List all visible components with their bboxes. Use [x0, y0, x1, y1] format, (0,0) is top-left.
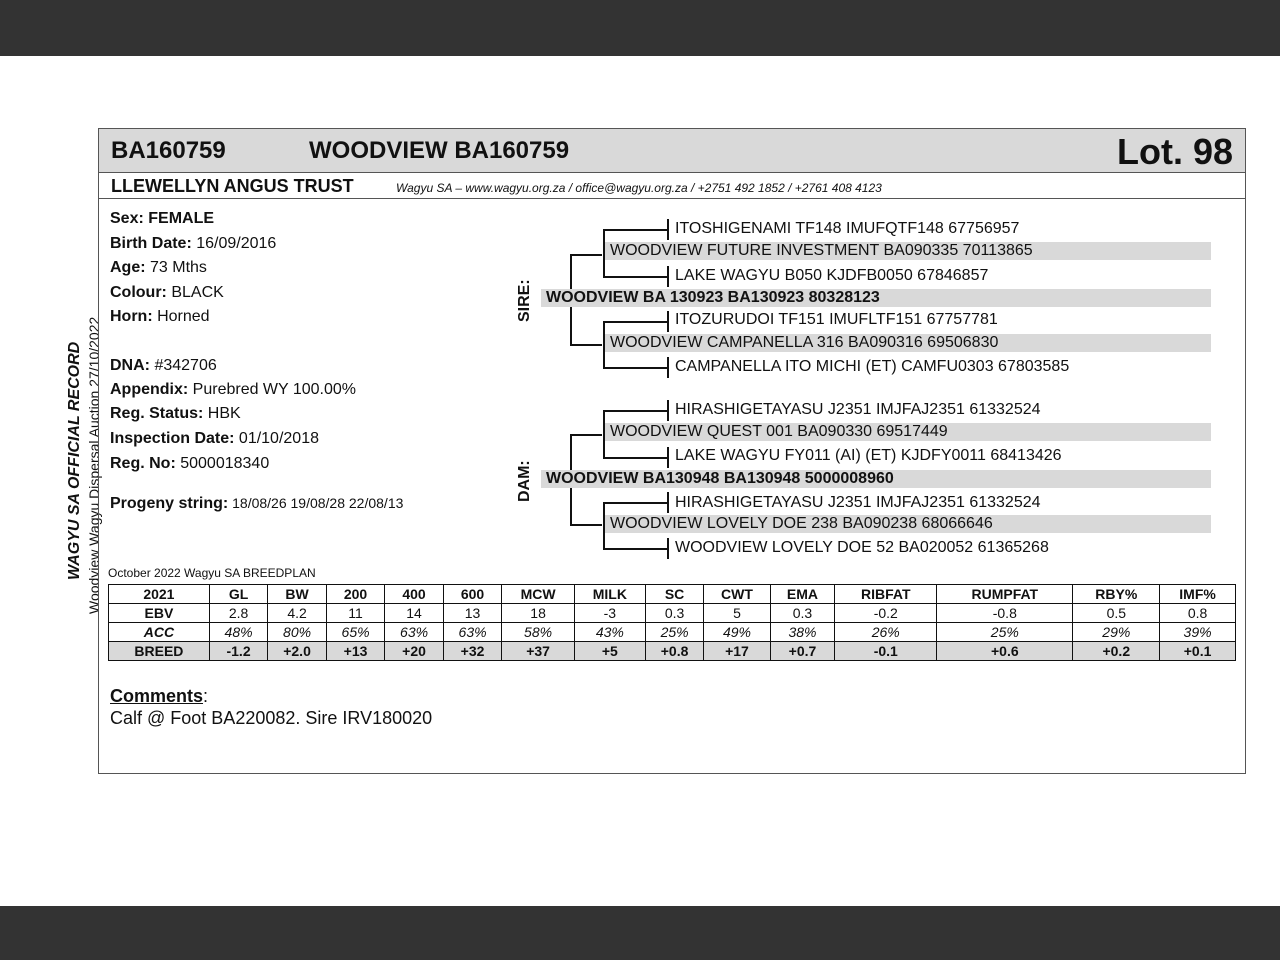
acc-cell: 63% — [443, 623, 502, 642]
dam-tree-line — [570, 524, 602, 526]
breeder-row — [99, 173, 1245, 199]
ebv-header-cell: 400 — [385, 585, 444, 604]
ebv-table — [108, 584, 1236, 661]
sire-tree-line — [570, 254, 602, 256]
ebv-header-cell: 200 — [326, 585, 385, 604]
breed-cell: +20 — [385, 642, 444, 661]
reg-no-field: Reg. No: 5000018340 — [110, 455, 270, 472]
acc-cell: 43% — [574, 623, 645, 642]
dam-tree-line — [667, 400, 669, 421]
dam-tree-line — [603, 457, 667, 459]
contact-info: Wagyu SA – www.wagyu.org.za / office@wagyu.org.za / +2751 492 1852 / +2761 408 4123 — [396, 181, 882, 195]
ebv-cell: 4.2 — [268, 604, 327, 623]
acc-cell: 26% — [835, 623, 937, 642]
acc-cell: 63% — [385, 623, 444, 642]
sire-dam: WOODVIEW CAMPANELLA 316 BA090316 69506830 — [605, 334, 1211, 352]
sire-sire-sire: ITOSHIGENAMI TF148 IMUFQTF148 67756957 — [675, 220, 1020, 237]
acc-cell: 29% — [1073, 623, 1160, 642]
ebv-cell: -3 — [574, 604, 645, 623]
ebv-row — [109, 604, 1236, 623]
ebv-cell: 0.3 — [645, 604, 704, 623]
registration-id: BA160759 — [111, 137, 226, 164]
comments-title: Comments: — [110, 686, 209, 706]
acc-cell: 39% — [1160, 623, 1236, 642]
acc-cell: 48% — [209, 623, 268, 642]
acc-cell: 38% — [770, 623, 835, 642]
breeder-name: LLEWELLYN ANGUS TRUST — [111, 176, 354, 196]
dam-tree-line — [667, 492, 669, 513]
breed-cell: +37 — [502, 642, 575, 661]
acc-cell: 80% — [268, 623, 327, 642]
acc-cell: 58% — [502, 623, 575, 642]
breed-cell: -1.2 — [209, 642, 268, 661]
sire: WOODVIEW BA 130923 BA130923 80328123 — [541, 289, 1211, 307]
ebv-cell: -0.8 — [937, 604, 1073, 623]
ebv-header-cell: EMA — [770, 585, 835, 604]
comments-text: Calf @ Foot BA220082. Sire IRV180020 — [110, 708, 433, 728]
dam-sire: WOODVIEW QUEST 001 BA090330 69517449 — [605, 423, 1211, 441]
dam-tree-line — [603, 502, 667, 504]
dam-tree-line — [570, 434, 602, 436]
ebv-header-row — [109, 585, 1236, 604]
sire-sire: WOODVIEW FUTURE INVESTMENT BA090335 70113865 — [605, 242, 1211, 260]
acc-cell: 49% — [704, 623, 770, 642]
dam-tree-line — [603, 410, 667, 412]
ebv-cell: 0.8 — [1160, 604, 1236, 623]
sire-tree-line — [667, 311, 669, 332]
ebv-header-cell: MCW — [502, 585, 575, 604]
breedplan-label: October 2022 Wagyu SA BREEDPLAN — [108, 566, 316, 580]
ebv-cell: EBV — [109, 604, 210, 623]
dam: WOODVIEW BA130948 BA130948 5000008960 — [541, 470, 1211, 488]
colour-field: Colour: BLACK — [110, 284, 224, 301]
lot-number: Lot. 98 — [1116, 131, 1233, 172]
ebv-cell: 0.5 — [1073, 604, 1160, 623]
dam-sire-dam: LAKE WAGYU FY011 (AI) (ET) KJDFY0011 68413426 — [675, 447, 1062, 464]
sire-sire-dam: LAKE WAGYU B050 KJDFB0050 67846857 — [675, 267, 989, 284]
ebv-header-cell: SC — [645, 585, 704, 604]
sire-tree-line — [667, 266, 669, 287]
sire-tree-line — [603, 367, 667, 369]
acc-cell: 25% — [645, 623, 704, 642]
official-record-label: WAGYU SA OFFICIAL RECORD — [66, 341, 83, 580]
ebv-cell: 0.3 — [770, 604, 835, 623]
dam-dam-dam: WOODVIEW LOVELY DOE 52 BA020052 61365268 — [675, 539, 1049, 556]
breed-cell: +2.0 — [268, 642, 327, 661]
inspection-date-field: Inspection Date: 01/10/2018 — [110, 430, 319, 447]
ebv-cell: 13 — [443, 604, 502, 623]
breed-cell: +0.8 — [645, 642, 704, 661]
sire-tree-line — [667, 219, 669, 240]
horn-field: Horn: Horned — [110, 308, 210, 325]
record-card — [98, 128, 1246, 774]
top-bar — [0, 0, 1280, 56]
dna-field: DNA: #342706 — [110, 357, 217, 374]
ebv-header-cell: RUMPFAT — [937, 585, 1073, 604]
record-header — [99, 129, 1245, 173]
ebv-cell: 14 — [385, 604, 444, 623]
sire-tree-line — [667, 357, 669, 378]
ebv-header-cell: RBY% — [1073, 585, 1160, 604]
breed-cell: +0.7 — [770, 642, 835, 661]
sire-tree-line — [603, 229, 667, 231]
dam-sire-sire: HIRASHIGETAYASU J2351 IMJFAJ2351 61332524 — [675, 401, 1041, 418]
sire-label: SIRE: — [516, 279, 533, 322]
breed-row — [109, 642, 1236, 661]
ebv-cell: 2.8 — [209, 604, 268, 623]
sire-tree-line — [603, 321, 667, 323]
dam-dam: WOODVIEW LOVELY DOE 238 BA090238 68066646 — [605, 515, 1211, 533]
breed-cell: +13 — [326, 642, 385, 661]
ebv-cell: 18 — [502, 604, 575, 623]
ebv-header-cell: IMF% — [1160, 585, 1236, 604]
dam-tree-line — [667, 538, 669, 559]
breed-cell: +17 — [704, 642, 770, 661]
appendix-field: Appendix: Purebred WY 100.00% — [110, 381, 357, 398]
breed-cell: +5 — [574, 642, 645, 661]
ebv-header-cell: MILK — [574, 585, 645, 604]
ebv-header-cell: 2021 — [109, 585, 210, 604]
dam-label: DAM: — [516, 460, 533, 502]
acc-cell: 65% — [326, 623, 385, 642]
acc-row — [109, 623, 1236, 642]
breed-cell: -0.1 — [835, 642, 937, 661]
sex-field: Sex: FEMALE — [110, 210, 215, 227]
auction-label: Woodview Wagyu Dispersal Auction 27/10/2022 — [86, 316, 102, 614]
breed-cell: +0.2 — [1073, 642, 1160, 661]
sire-dam-dam: CAMPANELLA ITO MICHI (ET) CAMFU0303 67803585 — [675, 358, 1070, 375]
breed-cell: BREED — [109, 642, 210, 661]
sire-dam-sire: ITOZURUDOI TF151 IMUFLTF151 67757781 — [675, 311, 998, 328]
breed-cell: +0.6 — [937, 642, 1073, 661]
sire-tree-line — [570, 344, 602, 346]
dam-dam-sire: HIRASHIGETAYASU J2351 IMJFAJ2351 61332524 — [675, 494, 1041, 511]
dam-tree-line — [603, 548, 667, 550]
ebv-cell: 5 — [704, 604, 770, 623]
ebv-cell: -0.2 — [835, 604, 937, 623]
ebv-header-cell: RIBFAT — [835, 585, 937, 604]
bottom-bar — [0, 906, 1280, 960]
animal-name: WOODVIEW BA160759 — [309, 137, 570, 164]
ebv-cell: 11 — [326, 604, 385, 623]
birth-date-field: Birth Date: 16/09/2016 — [110, 235, 277, 252]
ebv-header-cell: 600 — [443, 585, 502, 604]
ebv-header-cell: CWT — [704, 585, 770, 604]
dam-tree-line — [667, 447, 669, 468]
breed-cell: +0.1 — [1160, 642, 1236, 661]
ebv-header-cell: GL — [209, 585, 268, 604]
ebv-header-cell: BW — [268, 585, 327, 604]
reg-status-field: Reg. Status: HBK — [110, 405, 241, 422]
progeny-field: Progeny string: 18/08/26 19/08/28 22/08/13 — [110, 495, 404, 512]
acc-cell: ACC — [109, 623, 210, 642]
sire-tree-line — [603, 276, 667, 278]
age-field: Age: 73 Mths — [110, 259, 207, 276]
breed-cell: +32 — [443, 642, 502, 661]
acc-cell: 25% — [937, 623, 1073, 642]
